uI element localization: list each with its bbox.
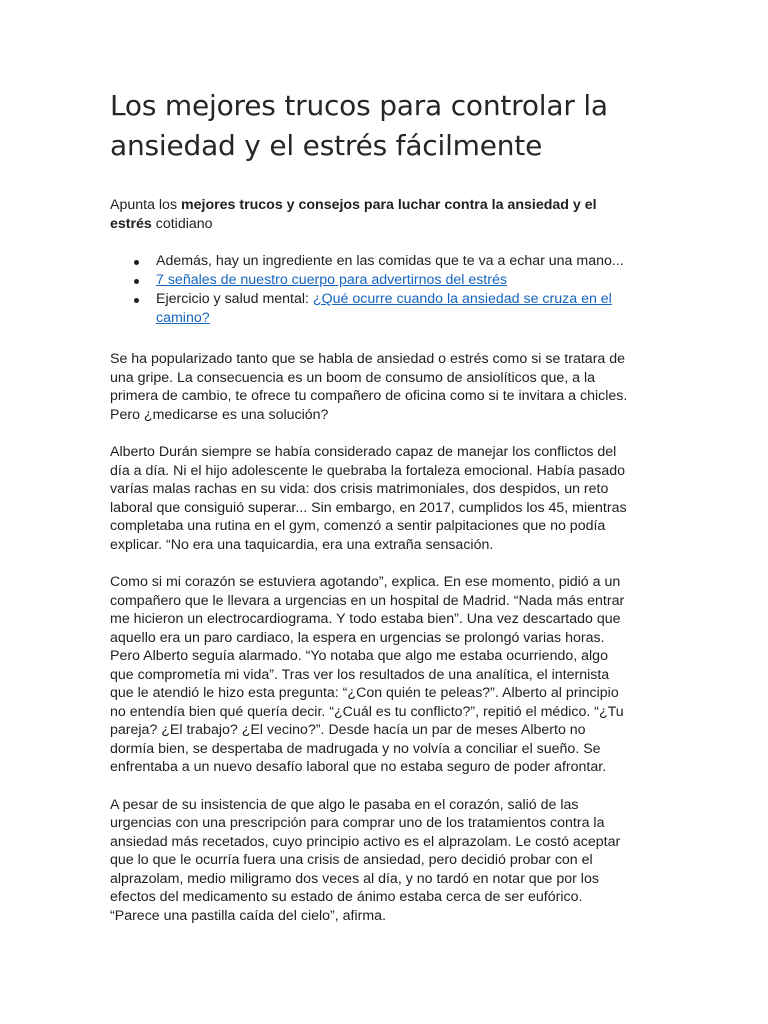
bullet-text-exercise: Ejercicio y salud mental: <box>156 291 313 307</box>
paragraph-2: Alberto Durán siempre se había considerado capaz de manejar los conflictos del día a día. Ni el hijo adolescente le quebraba la fortaleza emocional. Había pasado varías malas rachas en su vida: dos crisis matrimoniales, dos despidos, un reto laboral que consiguió superar... Sin embargo, en 2017, cumplidos los 45, mientras completaba una rutina en el gym, comenzó a sentir palpitaciones que no podía explicar. “No era una taquicardia, era una extraña sensación. <box>110 444 627 553</box>
intro-bold: mejores trucos y consejos para luchar contra la ansiedad y el estrés <box>110 197 597 232</box>
intro-prefix: Apunta los <box>110 197 181 213</box>
intro-suffix: cotidiano <box>151 216 213 232</box>
link-stress-signals[interactable]: 7 señales de nuestro cuerpo para advertirnos del estrés <box>156 272 507 288</box>
related-links-list <box>110 252 628 328</box>
list-item <box>156 271 628 290</box>
link-anxiety-crosses-path[interactable]: ¿Qué ocurre cuando la ansiedad se cruza en el camino? <box>156 291 612 326</box>
bullet-text-ingredient: Además, hay un ingrediente en las comidas que te va a echar una mano... <box>156 253 624 269</box>
paragraph-1: Se ha popularizado tanto que se habla de ansiedad o estrés como si se tratara de una gripe. La consecuencia es un boom de consumo de ansiolíticos que, a la primera de cambio, te ofrece tu compañero de oficina como si te invitara a chicles. Pero ¿medicarse es una solución? <box>110 351 628 423</box>
paragraph-3: Como si mi corazón se estuviera agotando”, explica. En ese momento, pidió a un compañero que le llevara a urgencias en un hospital de Madrid. “Nada más entrar me hicieron un electrocardiograma. Y todo estaba bien”. Una vez descartado que aquello era un paro cardiaco, la espera en urgencias se prolongó varias horas. Pero Alberto seguía alarmado. “Yo notaba que algo me estaba ocurriendo, algo que comprometía mi vida”. Tras ver los resultados de una analítica, el internista que le atendió le hizo esta pregunta: “¿Con quién te peleas?”. Alberto al principio no entendía bien qué quería decir. “¿Cuál es tu conflicto?”, repitió el médico. “¿Tu pareja? ¿El trabajo? ¿El vecino?”. Desde hacía un par de meses Alberto no dormía bien, se despertaba de madrugada y no volvía a conciliar el sueño. Se enfrentaba a un nuevo desafío laboral que no estaba seguro de poder afrontar. <box>110 574 625 775</box>
list-item <box>156 290 628 328</box>
paragraph-4: A pesar de su insistencia de que algo le pasaba en el corazón, salió de las urgencias con una prescripción para comprar uno de los tratamientos contra la ansiedad más recetados, cuyo principio activo es el alprazolam. Le costó aceptar que lo que le ocurría fuera una crisis de ansiedad, pero decidió probar con el alprazolam, medio miligramo dos veces al día, y no tardó en notar que por los efectos del medicamento su estado de ánimo estaba cerca de ser eufórico. “Parece una pastilla caída del cielo”, afirma. <box>110 796 621 924</box>
list-item <box>156 252 628 271</box>
article-title: Los mejores trucos para controlar la ansiedad y el estrés fácilmente <box>110 89 608 162</box>
article-intro <box>110 196 628 234</box>
